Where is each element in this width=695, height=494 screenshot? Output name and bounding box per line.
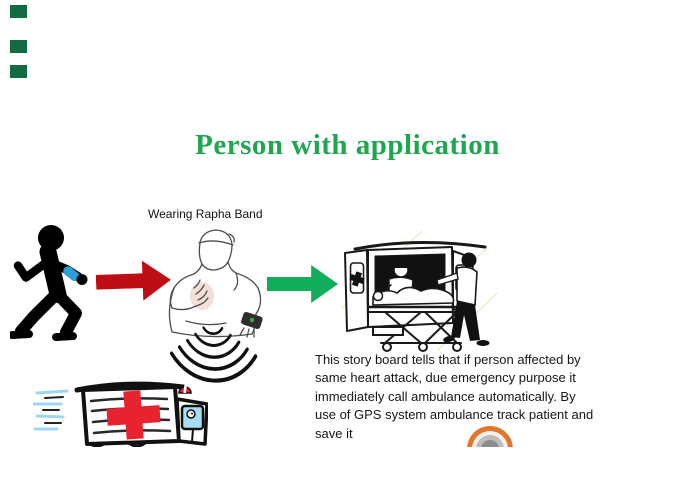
ambulance-loading-illustration xyxy=(337,223,502,353)
page-title: Person with application xyxy=(195,129,500,161)
slide-edge-mark-3 xyxy=(10,65,27,78)
story-line: immediately call ambulance automatically. By xyxy=(315,388,576,404)
cartoon-ambulance-illustration xyxy=(33,377,208,447)
story-line: save it xyxy=(315,425,353,441)
wearing-band-label: Wearing Rapha Band xyxy=(148,207,263,221)
walking-person-icon xyxy=(10,221,100,345)
slide-edge-mark-2 xyxy=(10,40,27,53)
slide-edge-mark-1 xyxy=(10,5,27,18)
story-text xyxy=(315,351,593,443)
story-line: use of GPS system ambulance track patient and xyxy=(315,407,594,423)
green-arrow-icon xyxy=(267,263,339,305)
story-line: This story board tells that if person affected by xyxy=(315,352,581,367)
story-line: same heart attack, due emergency purpose it xyxy=(315,370,576,386)
